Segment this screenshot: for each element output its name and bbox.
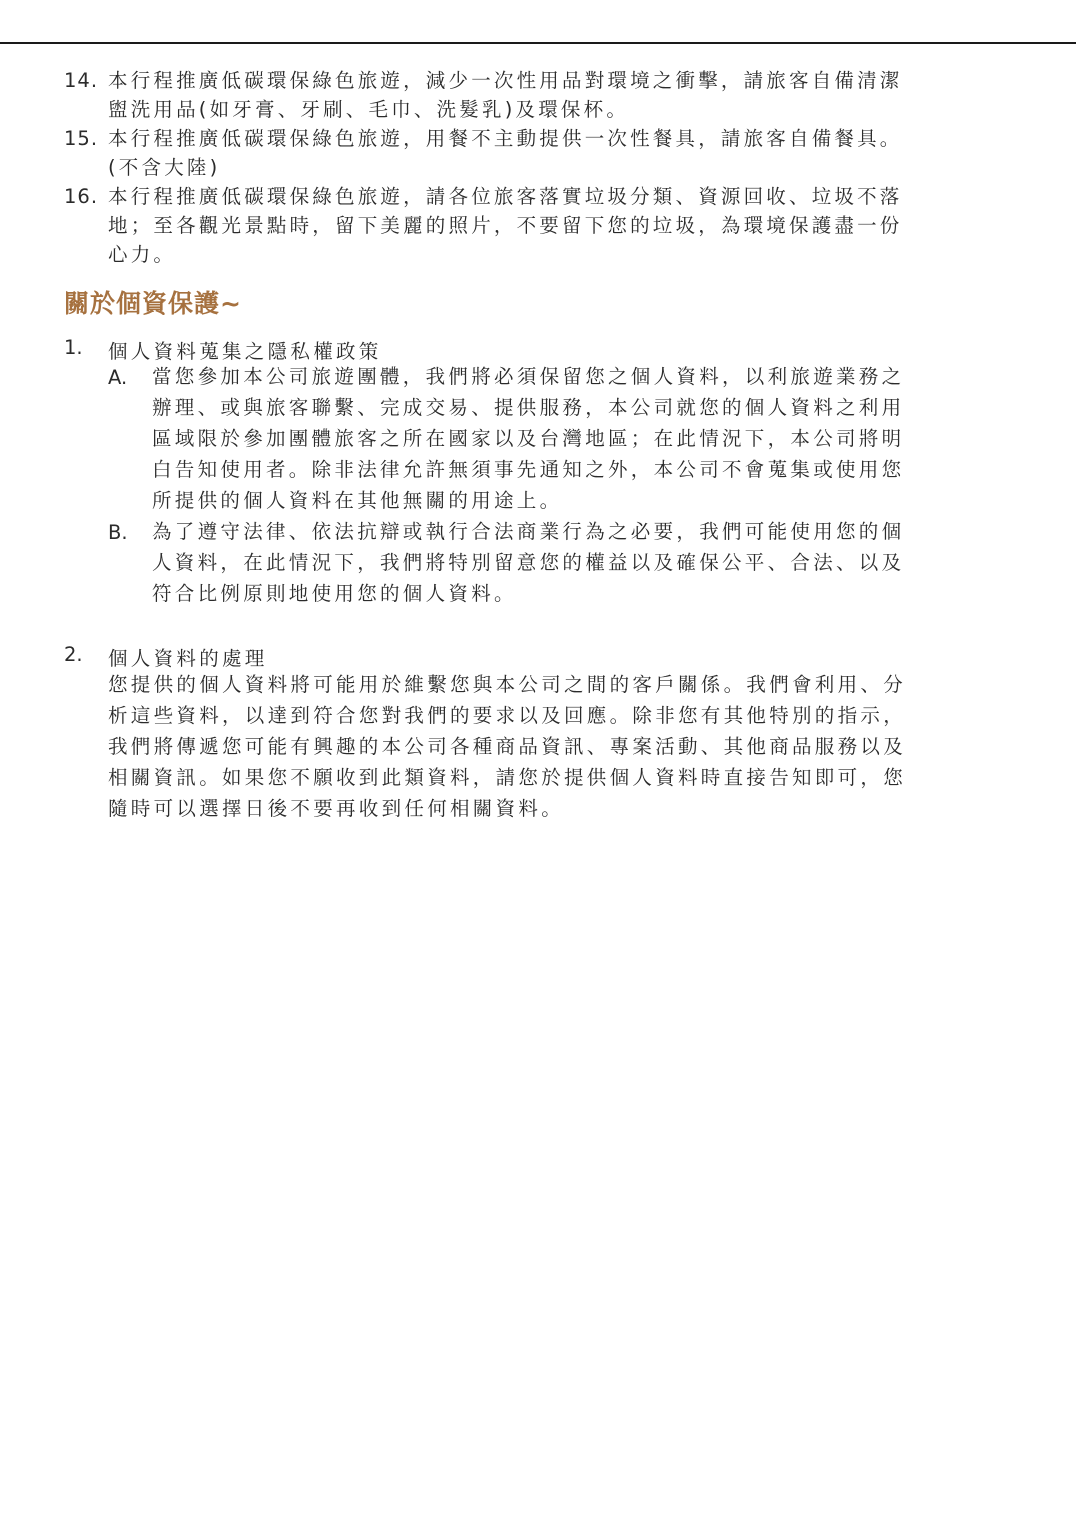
list-item-number: 15. (64, 127, 99, 150)
text-line: 所提供的個人資料在其他無關的用途上。 (152, 489, 563, 512)
section-text (108, 669, 1008, 824)
section-title: 個人資料蒐集之隱私權政策 (108, 340, 382, 363)
text-line: 本行程推廣低碳環保綠色旅遊，用餐不主動提供一次性餐具，請旅客自備餐具。 (108, 127, 903, 150)
section-number: 2. (64, 643, 83, 666)
top-rule (0, 42, 1076, 44)
privacy-heading: 關於個資保護~ (64, 289, 242, 318)
text-line: 盥洗用品(如牙膏、牙刷、毛巾、洗髮乳)及環保杯。 (108, 98, 630, 121)
text-line: (不含大陸) (108, 156, 221, 179)
text-line: 符合比例原則地使用您的個人資料。 (152, 582, 517, 605)
text-line: 白告知使用者。除非法律允許無須事先通知之外，本公司不會蒐集或使用您 (152, 458, 905, 481)
list-item-text (108, 66, 1008, 124)
text-line: 我們將傳遞您可能有興趣的本公司各種商品資訊、專案活動、其他商品服務以及 (108, 735, 907, 758)
subitem-letter: A. (108, 366, 128, 389)
list-item-number: 16. (64, 185, 99, 208)
text-line: 析這些資料，以達到符合您對我們的要求以及回應。除非您有其他特別的指示， (108, 704, 907, 727)
text-line: 相關資訊。如果您不願收到此類資料，請您於提供個人資料時直接告知即可，您 (108, 766, 907, 789)
list-item-text (108, 182, 1008, 269)
subitem-text (152, 361, 1012, 516)
text-line: 本行程推廣低碳環保綠色旅遊，減少一次性用品對環境之衝擊，請旅客自備清潔 (108, 69, 903, 92)
text-line: 為了遵守法律、依法抗辯或執行合法商業行為之必要，我們可能使用您的個 (152, 520, 905, 543)
text-line: 辦理、或與旅客聯繫、完成交易、提供服務，本公司就您的個人資料之利用 (152, 396, 905, 419)
subitem-text (152, 516, 1012, 609)
text-line: 當您參加本公司旅遊團體，我們將必須保留您之個人資料，以利旅遊業務之 (152, 365, 905, 388)
subitem-letter: B. (108, 521, 128, 544)
text-line: 區域限於參加團體旅客之所在國家以及台灣地區；在此情況下，本公司將明 (152, 427, 905, 450)
text-line: 地；至各觀光景點時，留下美麗的照片，不要留下您的垃圾，為環境保護盡一份 (108, 214, 903, 237)
text-line: 心力。 (108, 243, 177, 266)
text-line: 人資料，在此情況下，我們將特別留意您的權益以及確保公平、合法、以及 (152, 551, 905, 574)
section-number: 1. (64, 336, 83, 359)
section-title: 個人資料的處理 (108, 647, 268, 670)
list-item-text (108, 124, 1008, 182)
text-line: 您提供的個人資料將可能用於維繫您與本公司之間的客戶關係。我們會利用、分 (108, 673, 907, 696)
text-line: 本行程推廣低碳環保綠色旅遊，請各位旅客落實垃圾分類、資源回收、垃圾不落 (108, 185, 903, 208)
list-item-number: 14. (64, 69, 99, 92)
text-line: 隨時可以選擇日後不要再收到任何相關資料。 (108, 797, 565, 820)
